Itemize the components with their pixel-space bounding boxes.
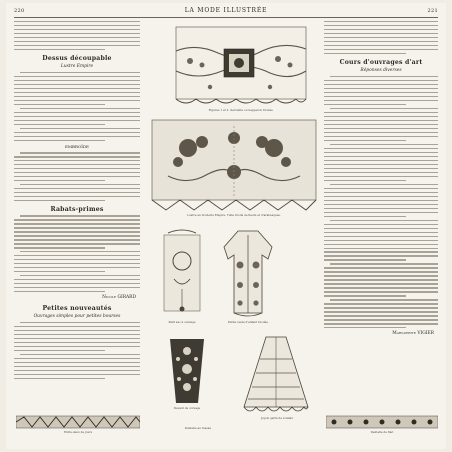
caption-small-pouch: Petit sac à ouvrage — [168, 320, 196, 324]
page-number-left: 220 — [14, 8, 25, 14]
section-title-nouveautes: Petites nouveautés — [42, 305, 112, 313]
figure-lace-strip-left — [16, 415, 140, 429]
caption-bottom-left: Entre-deux de jours — [63, 430, 93, 434]
text-block-dessus — [14, 72, 140, 141]
section-subtitle-nouveautes: Ouvrages simples pour petites bourses — [33, 314, 121, 320]
figure-napkin — [166, 21, 316, 109]
caption-bottom-mid: Dentelle au fuseau — [184, 426, 212, 430]
text-block-embroide — [14, 152, 140, 201]
caption-panel: Devant de corsage — [173, 406, 201, 410]
section-title-dessus: Dessus découpable — [42, 55, 112, 63]
text-block-rabats — [14, 215, 140, 292]
figure-jacket — [218, 225, 278, 321]
caption-skirt: Jupon garni de volants — [261, 416, 293, 420]
section-title-rabats: Rabats-primes — [50, 206, 104, 214]
figure-panel — [164, 335, 210, 407]
caption-table-runner: Lustre en broderie Empire. Tulle brodé de fleurs et d'arabesques. — [187, 213, 281, 217]
right-text-column — [324, 21, 438, 411]
header-rule — [14, 17, 438, 18]
text-block-right-intro — [324, 21, 438, 54]
signature-vigier: Marguerite VIGIER — [392, 331, 434, 337]
caption-bottom-right: Dentelle de filet — [370, 430, 394, 434]
figure-lace-strip-right — [326, 415, 438, 429]
caption-napkin: Figures 1 et 2. Serviette ou napperon brodés. — [208, 108, 274, 112]
magazine-page — [6, 3, 446, 449]
section-subtitle-lustre: Lustre Empire — [60, 64, 94, 70]
magazine-title: LA MODE ILLUSTRÉE — [184, 7, 268, 14]
text-block-reponses — [324, 76, 438, 328]
text-block-intro — [14, 21, 140, 50]
caption-jacket: Petite veste d'enfant brodée — [228, 320, 268, 324]
figure-small-pouch — [156, 227, 208, 321]
page-number-right: 221 — [427, 8, 438, 14]
section-title-cours: Cours d'ouvrages d'art — [339, 59, 423, 67]
figure-table-runner — [148, 116, 320, 214]
left-text-column — [14, 21, 140, 417]
signature-girard: Nicole GIRARD — [102, 295, 136, 301]
section-marker-embroide: EMBROÏDE — [65, 144, 89, 150]
page-header — [14, 7, 438, 16]
figure-skirt — [238, 333, 314, 417]
section-subtitle-reponses: Réponses diverses — [360, 68, 402, 74]
text-block-nouveautes — [14, 322, 140, 379]
